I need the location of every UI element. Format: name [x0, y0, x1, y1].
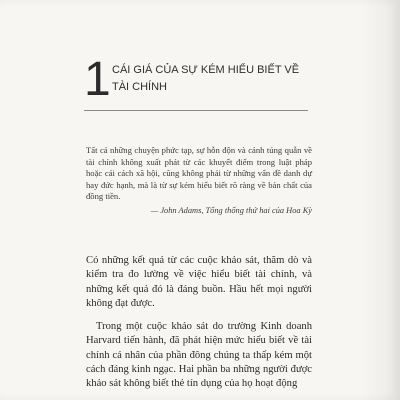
- chapter-title: CÁI GIÁ CỦA SỰ KÉM HIỂU BIẾT VỀ TÀI CHÍNH: [112, 64, 300, 93]
- chapter-divider: [84, 110, 308, 111]
- body-paragraph-2: Trong một cuộc khảo sát do trường Kinh doanh Harvard tiến hành, đã phát hiện mức hiểu biết về tài chính cá nhân của phần đông chúng ta thấp kém một cách đáng kinh ngạc. Hai phần ba những người được khảo sát không biết thẻ tín dụng của họ hoạt động: [86, 321, 312, 390]
- epigraph-attribution: — John Adams, Tổng thống thứ hai của Hoa Kỳ: [150, 206, 312, 215]
- chapter-number: 1: [84, 53, 111, 106]
- chapter-heading: [84, 53, 314, 106]
- body-paragraph-1: Có những kết quả từ các cuộc khảo sát, thăm dò và kiểm tra đo lường về việc hiểu biết tài chính, và những kết quả đó là đáng buồn. Hầu hết mọi người không đạt được.: [86, 255, 312, 309]
- epigraph-quote: Tất cả những chuyện phức tạp, sự hỗn độn và cảnh túng quẫn về tài chính không xuất phát từ các khuyết điểm trong luật pháp hoặc cải cách xã hội, cũng không phải từ những vấn đề danh dự hay đức hạnh, mà là từ sự kém hiểu biết rõ ràng về bản chất của đồng tiền.: [86, 145, 312, 202]
- page-edge-shadow: [362, 0, 400, 400]
